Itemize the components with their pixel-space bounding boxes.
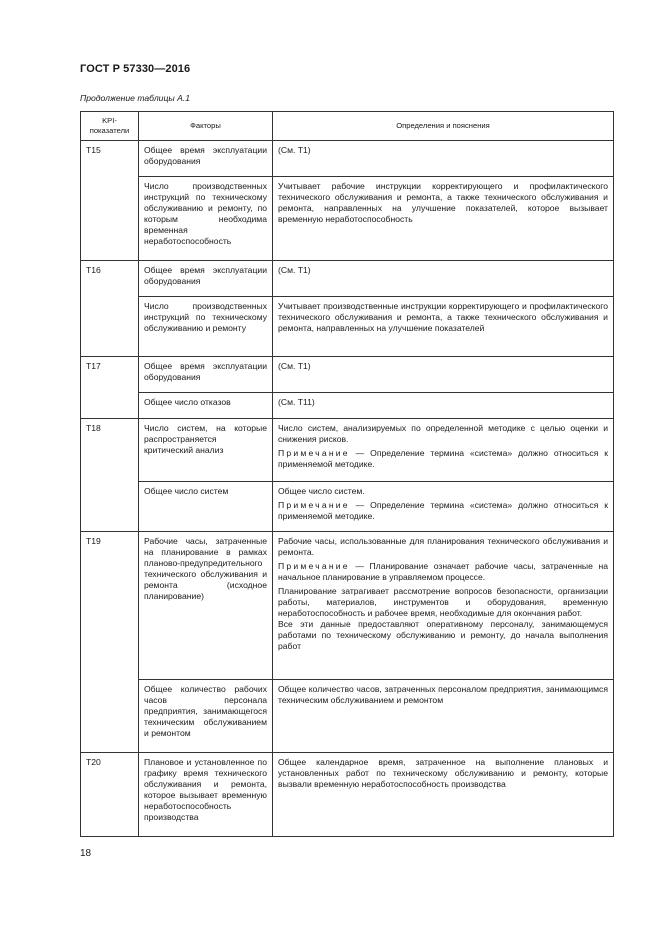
definition-cell bbox=[273, 532, 614, 680]
factor-cell: Число систем, на которые распространяется критический анализ bbox=[139, 419, 273, 482]
factor-cell: Общее число отказов bbox=[139, 393, 273, 419]
factor-cell: Общее время эксплуатации оборудования bbox=[139, 261, 273, 297]
factor-cell: Рабочие часы, затраченные на планирование в рамках планово-предупредительного технического обслуживания и ремонта (исходное планирование) bbox=[139, 532, 273, 680]
definition-cell: Общее количество часов, затраченных персоналом предприятия, занимающимся техническим обслуживанием и ремонтом bbox=[273, 680, 614, 753]
table-row bbox=[81, 297, 614, 357]
note-text: — Определение термина «система» должно относиться к применяемой методике. bbox=[278, 448, 608, 469]
definition-cell: Общее календарное время, затраченное на выполнение плановых и установленных работ по техническому обслуживанию и ремонту, которые вызвали временную неработоспособность производства bbox=[273, 753, 614, 837]
definition-cell bbox=[273, 419, 614, 482]
definition-cell: (См. Т11) bbox=[273, 393, 614, 419]
table-caption: Продолжение таблицы А.1 bbox=[80, 93, 190, 103]
table-row bbox=[81, 357, 614, 393]
note-label: Примечание bbox=[278, 500, 350, 510]
kpi-code: T16 bbox=[81, 261, 139, 357]
table-row bbox=[81, 141, 614, 177]
document-header: ГОСТ Р 57330—2016 bbox=[80, 63, 191, 75]
table-row bbox=[81, 419, 614, 482]
table-row bbox=[81, 680, 614, 753]
factor-cell: Общее время эксплуатации оборудования bbox=[139, 357, 273, 393]
column-header-factors: Факторы bbox=[139, 112, 273, 141]
column-header-definitions: Определения и пояснения bbox=[273, 112, 614, 141]
factor-cell: Плановое и установленное по графику время технического обслуживания и ремонта, которое вызывает временную неработоспособность производства bbox=[139, 753, 273, 837]
kpi-table bbox=[80, 111, 614, 837]
definition-cell: Учитывает производственные инструкции корректирующего и профилактического технического обслуживания и ремонта, а также технического обслуживания и ремонта, направленных на улучшение показателей bbox=[273, 297, 614, 357]
data-provision-note: Все эти данные предоставляют оперативному персоналу, занимающемуся работами по техническому обслуживанию и ремонту, до начала выполнения работ bbox=[278, 619, 608, 651]
definition-cell bbox=[273, 482, 614, 532]
kpi-code: T19 bbox=[81, 532, 139, 753]
table-row bbox=[81, 261, 614, 297]
kpi-code: T17 bbox=[81, 357, 139, 419]
note-label: Примечание bbox=[278, 448, 350, 458]
note-text: — Планирование означает рабочие часы, затраченные на начальное планирование в управляемом процессе. bbox=[278, 561, 608, 582]
definition-text: Рабочие часы, использованные для планирования технического обслуживания и ремонта. bbox=[278, 536, 608, 557]
note-paragraph bbox=[278, 448, 608, 470]
table-row bbox=[81, 177, 614, 261]
definition-text: Число систем, анализируемых по определенной методике с целью оценки и снижения рисков. bbox=[278, 423, 608, 444]
factor-cell: Число производственных инструкций по техническому обслуживанию и ремонту, по которым необходима временная неработоспособность bbox=[139, 177, 273, 261]
note-paragraph bbox=[278, 500, 608, 522]
table-row bbox=[81, 753, 614, 837]
factor-cell: Общее количество рабочих часов персонала предприятия, занимающегося техническим обслуживанием и ремонтом bbox=[139, 680, 273, 753]
note-label: Примечание bbox=[278, 561, 350, 571]
kpi-code: T20 bbox=[81, 753, 139, 837]
definition-cell: (См. Т1) bbox=[273, 261, 614, 297]
table-header-row bbox=[81, 112, 614, 141]
factor-cell: Общее время эксплуатации оборудования bbox=[139, 141, 273, 177]
factor-cell: Число производственных инструкций по техническому обслуживанию и ремонту bbox=[139, 297, 273, 357]
column-header-kpi: KPI-показатели bbox=[81, 112, 139, 141]
kpi-code: T18 bbox=[81, 419, 139, 532]
factor-cell: Общее число систем bbox=[139, 482, 273, 532]
table-row bbox=[81, 532, 614, 680]
planning-details: Планирование затрагивает рассмотрение вопросов безопасности, организации работы, материалов, инструментов и оборудования, временную неработоспособность и рабочее время, необходимые для окончания работ. bbox=[278, 586, 608, 618]
table-row bbox=[81, 482, 614, 532]
definition-cell: (См. Т1) bbox=[273, 357, 614, 393]
definition-text: Общее число систем. bbox=[278, 486, 365, 496]
kpi-code: T15 bbox=[81, 141, 139, 261]
note-text: — Определение термина «система» должно относиться к применяемой методике. bbox=[278, 500, 608, 521]
definition-cell: Учитывает рабочие инструкции корректирующего и профилактического технического обслуживания и ремонта, а также технического обслуживания и ремонта, направленных на улучшение показателей, которое вызывает временную неработоспособность bbox=[273, 177, 614, 261]
definition-cell: (См. Т1) bbox=[273, 141, 614, 177]
page-number: 18 bbox=[80, 848, 92, 859]
note-paragraph bbox=[278, 561, 608, 583]
table-row bbox=[81, 393, 614, 419]
